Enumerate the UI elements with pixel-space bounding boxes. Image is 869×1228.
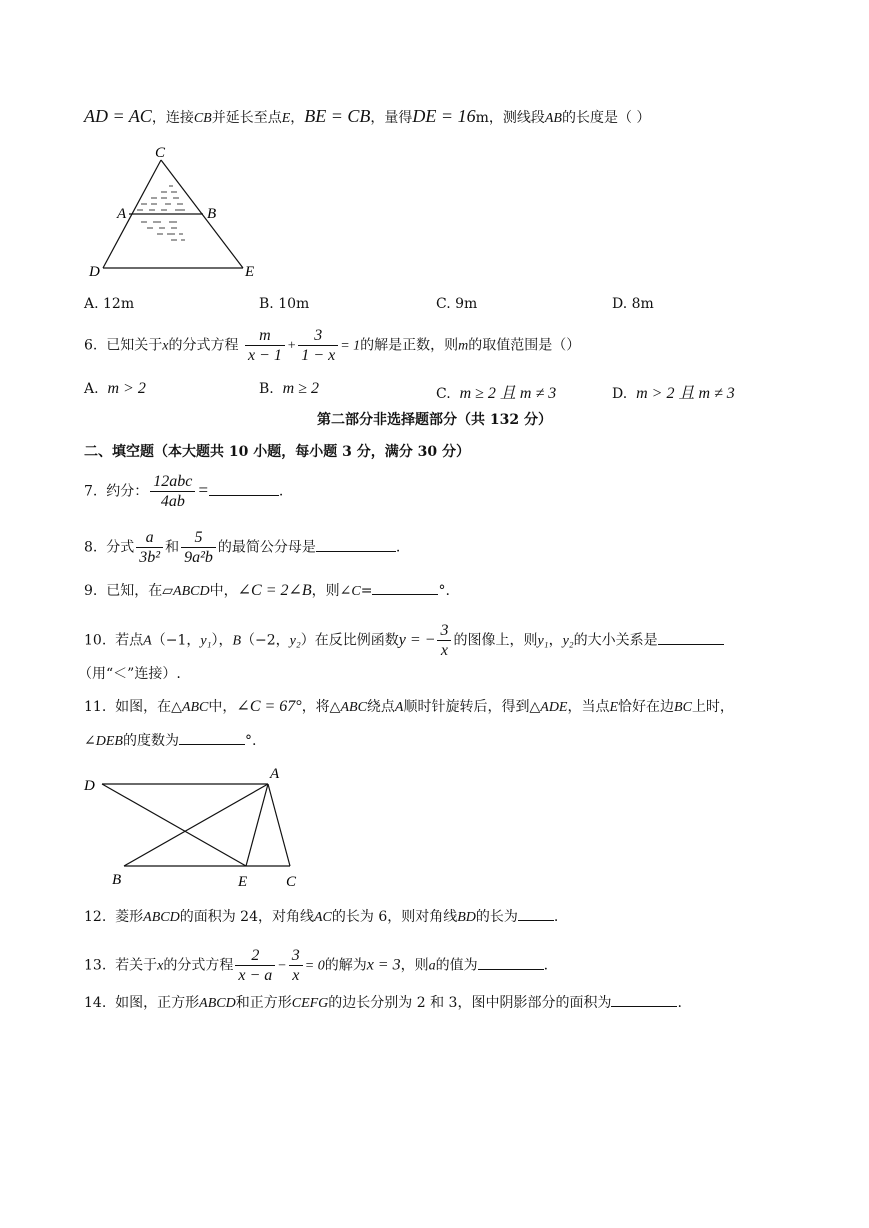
question-number: 7. bbox=[84, 483, 98, 500]
math-abc: ABC bbox=[181, 700, 209, 715]
line-ac bbox=[268, 784, 290, 866]
math-y1: y₁ bbox=[200, 633, 212, 649]
text: m，测线段 bbox=[475, 110, 545, 126]
text: 中， bbox=[209, 583, 238, 599]
text: 上时， bbox=[691, 699, 734, 715]
text: ，则 bbox=[400, 957, 429, 974]
option-expr: m > 2 bbox=[107, 380, 146, 397]
q14-question bbox=[84, 992, 682, 1014]
answer-blank[interactable] bbox=[316, 537, 396, 552]
q6-option-d bbox=[612, 380, 735, 403]
text: （−1， bbox=[151, 632, 201, 649]
text: ，当点 bbox=[567, 699, 610, 715]
text: °. bbox=[244, 733, 257, 749]
math-a: a bbox=[428, 958, 436, 974]
text: 菱形 bbox=[115, 909, 144, 925]
text: 和正方形 bbox=[235, 995, 292, 1011]
q5-triangle-figure bbox=[85, 142, 265, 282]
text: 绕点 bbox=[366, 699, 395, 715]
q12-question bbox=[84, 906, 558, 928]
label-c: C bbox=[286, 874, 297, 890]
q7-question bbox=[84, 472, 283, 511]
math-m: m bbox=[458, 338, 469, 354]
text: ∠ bbox=[84, 733, 96, 749]
q5-option-b: B. 10m bbox=[259, 296, 310, 312]
q6-option-b bbox=[259, 380, 319, 398]
answer-blank[interactable] bbox=[658, 630, 724, 645]
text: 约分： bbox=[106, 483, 149, 500]
math-x: x bbox=[157, 958, 164, 974]
text: 的面积为 24，对角线 bbox=[179, 909, 314, 925]
fraction-12abc-over-4ab bbox=[150, 472, 195, 511]
question-number: 14. bbox=[84, 995, 107, 1011]
q5-option-a: A. 12m bbox=[84, 296, 135, 312]
fraction-2-over-x-a bbox=[235, 946, 275, 985]
label-b: B bbox=[207, 206, 217, 222]
text: . bbox=[553, 909, 559, 925]
fraction-5-over-9a2b bbox=[181, 528, 216, 567]
text: 的解是正数，则 bbox=[360, 337, 459, 354]
text: 若关于 bbox=[115, 957, 158, 974]
text: 顺时针旋转后，得到△ bbox=[403, 699, 541, 715]
q10-line2: （用“＜”连接）. bbox=[78, 666, 181, 682]
text: 的长为 bbox=[475, 909, 518, 925]
denominator: x bbox=[437, 640, 451, 660]
q5-option-c: C. 9m bbox=[436, 296, 478, 312]
q9-question bbox=[84, 580, 450, 602]
math-ab: AB bbox=[544, 111, 562, 126]
answer-blank[interactable] bbox=[179, 730, 245, 745]
fraction-m-over-x-1 bbox=[245, 326, 285, 365]
text: 的长为 6，则对角线 bbox=[331, 909, 458, 925]
numerator: m bbox=[259, 327, 271, 344]
numerator: 3 bbox=[314, 327, 323, 344]
math-cb: CB bbox=[193, 111, 212, 126]
math-b: B bbox=[232, 633, 242, 649]
math-y1: y₁ bbox=[537, 633, 549, 649]
line-ab bbox=[124, 784, 268, 866]
answer-blank[interactable] bbox=[372, 580, 438, 595]
q11-question bbox=[84, 697, 734, 718]
label-d: D bbox=[84, 778, 95, 794]
text: （−2， bbox=[241, 632, 290, 649]
text: 的分式方程 bbox=[163, 957, 234, 974]
text: 的最简公分母是 bbox=[217, 539, 316, 556]
q6-question bbox=[84, 326, 580, 365]
math-be-cb: BE = CB bbox=[304, 106, 371, 126]
denominator: 3b² bbox=[136, 547, 163, 567]
math-c: C bbox=[351, 584, 361, 599]
text: 的大小关系是 bbox=[573, 632, 658, 649]
text: 如图，正方形 bbox=[115, 995, 200, 1011]
q8-question bbox=[84, 528, 400, 567]
math-angle-c: ∠C = 67° bbox=[236, 698, 302, 715]
answer-blank[interactable] bbox=[518, 906, 554, 921]
fraction-3-over-x bbox=[437, 621, 451, 660]
option-letter: C. bbox=[436, 386, 451, 402]
line-ae bbox=[246, 784, 268, 866]
text: 的分式方程 bbox=[168, 337, 239, 354]
text: 如图，在△ bbox=[115, 699, 182, 715]
text: ，量得 bbox=[370, 110, 413, 126]
math-y2: y₂ bbox=[562, 633, 574, 649]
numerator: 12abc bbox=[153, 473, 193, 490]
math-angle-relation: ∠C = 2∠B bbox=[237, 582, 312, 599]
label-a: A bbox=[270, 766, 280, 782]
label-e: E bbox=[238, 874, 248, 890]
math-x: x bbox=[162, 338, 169, 354]
denominator: 9a²b bbox=[181, 547, 216, 567]
text: 已知关于 bbox=[106, 337, 163, 354]
math-e: E bbox=[609, 700, 619, 715]
math-abcd: ABCD bbox=[143, 910, 180, 925]
text: = bbox=[360, 583, 373, 599]
q6-option-a bbox=[84, 380, 146, 398]
text: ， bbox=[548, 632, 563, 649]
label-e: E bbox=[245, 264, 255, 280]
numerator: 5 bbox=[194, 529, 203, 546]
text: 若点 bbox=[115, 632, 144, 649]
math-cefg: CEFG bbox=[291, 996, 329, 1011]
text: . bbox=[543, 957, 549, 974]
math-y2: y₂ bbox=[289, 633, 301, 649]
text: 恰好在边 bbox=[618, 699, 675, 715]
fraction-a-over-3b2 bbox=[136, 528, 163, 567]
denominator: x − a bbox=[235, 965, 275, 985]
math-a: A bbox=[143, 633, 152, 649]
answer-blank[interactable] bbox=[478, 955, 544, 970]
text: 分式 bbox=[106, 539, 135, 556]
math-abcd: ABCD bbox=[173, 584, 210, 599]
question-number: 12. bbox=[84, 909, 107, 925]
text: 的长度是（ ） bbox=[561, 110, 651, 126]
equals-zero: = 0 bbox=[304, 958, 325, 974]
fraction-3-over-1-x bbox=[298, 326, 338, 365]
text: . bbox=[278, 483, 284, 500]
label-b: B bbox=[112, 872, 122, 888]
question-number: 10. bbox=[84, 632, 107, 649]
answer-blank[interactable] bbox=[611, 992, 677, 1007]
option-expr: m > 2 且 m ≠ 3 bbox=[636, 385, 735, 402]
equals-one: = 1 bbox=[340, 338, 361, 354]
line-de bbox=[102, 784, 246, 866]
math-ade: ADE bbox=[540, 700, 568, 715]
text: 的边长分别为 2 和 3，图中阴影部分的面积为 bbox=[328, 995, 612, 1011]
text: 的图像上，则 bbox=[453, 632, 538, 649]
math-ac: AC bbox=[314, 910, 332, 925]
denominator: 4ab bbox=[150, 491, 195, 511]
section2-title: 二、填空题（本大题共 10 小题，每小题 3 分，满分 30 分） bbox=[84, 444, 470, 460]
math-abcd: ABCD bbox=[199, 996, 236, 1011]
text: ，则∠ bbox=[311, 583, 352, 599]
math-bc: BC bbox=[674, 700, 692, 715]
q11-line2 bbox=[84, 730, 256, 752]
option-expr: m ≥ 2 且 m ≠ 3 bbox=[459, 385, 557, 402]
question-number: 11. bbox=[84, 699, 107, 715]
math-y-equals-minus: y = − bbox=[398, 631, 436, 649]
question-number: 9. bbox=[84, 583, 98, 599]
text: 并延长至点 bbox=[211, 110, 282, 126]
denominator: x − 1 bbox=[245, 345, 285, 365]
question-number: 6. bbox=[84, 337, 98, 354]
option-letter: D. bbox=[612, 386, 628, 402]
parallelogram-symbol: ▱ bbox=[162, 583, 174, 599]
text: °. bbox=[438, 583, 450, 599]
option-letter: A. bbox=[84, 381, 99, 397]
question-number: 13. bbox=[84, 957, 107, 974]
plus-sign: + bbox=[286, 338, 297, 354]
text: . bbox=[395, 539, 401, 556]
q5-option-d: D. 8m bbox=[612, 296, 654, 312]
numerator: 2 bbox=[251, 947, 260, 964]
math-abc: ABC bbox=[340, 700, 367, 715]
label-a: A bbox=[117, 206, 127, 222]
text: ）， bbox=[211, 632, 233, 649]
option-letter: B. bbox=[259, 381, 274, 397]
numerator: 3 bbox=[440, 622, 449, 639]
minus-sign: − bbox=[277, 958, 287, 974]
text: 的解为 bbox=[324, 957, 367, 974]
math-deb: DEB bbox=[95, 734, 123, 749]
math-x-equals-3: x = 3 bbox=[366, 956, 401, 974]
text: 已知，在 bbox=[106, 583, 163, 599]
math-bd: BD bbox=[457, 910, 476, 925]
text: ，连接 bbox=[151, 110, 194, 126]
label-d: D bbox=[89, 264, 100, 280]
text: . bbox=[677, 995, 682, 1011]
option-expr: m ≥ 2 bbox=[282, 380, 319, 397]
math-ad-ac: AD = AC bbox=[84, 106, 152, 126]
text: 和 bbox=[165, 539, 180, 556]
denominator: x bbox=[289, 965, 303, 985]
text: 中， bbox=[208, 699, 237, 715]
water-dashes bbox=[137, 186, 185, 240]
text: 的值为 bbox=[435, 957, 478, 974]
question-number: 8. bbox=[84, 539, 98, 556]
q10-question bbox=[84, 621, 724, 660]
fraction-3-over-x bbox=[289, 946, 303, 985]
text: ）在反比例函数 bbox=[300, 632, 399, 649]
denominator: 1 − x bbox=[298, 345, 338, 365]
text: ，将△ bbox=[301, 699, 341, 715]
q13-question bbox=[84, 946, 548, 985]
math-de: DE = 16 bbox=[412, 106, 476, 126]
equals-sign: = bbox=[197, 480, 209, 500]
label-c: C bbox=[155, 145, 166, 161]
q6-option-c bbox=[436, 380, 556, 403]
math-e: E bbox=[281, 111, 291, 126]
text: 的度数为 bbox=[122, 733, 179, 749]
part2-title: 第二部分非选择题部分（共 132 分） bbox=[317, 412, 552, 428]
numerator: 3 bbox=[291, 947, 300, 964]
text: 的取值范围是（） bbox=[468, 337, 581, 354]
numerator: a bbox=[145, 529, 154, 546]
answer-blank[interactable] bbox=[209, 481, 279, 496]
q5-text-line bbox=[84, 106, 650, 129]
math-a: A bbox=[394, 700, 404, 715]
q11-rotation-figure bbox=[82, 762, 312, 894]
text: ， bbox=[290, 110, 305, 126]
